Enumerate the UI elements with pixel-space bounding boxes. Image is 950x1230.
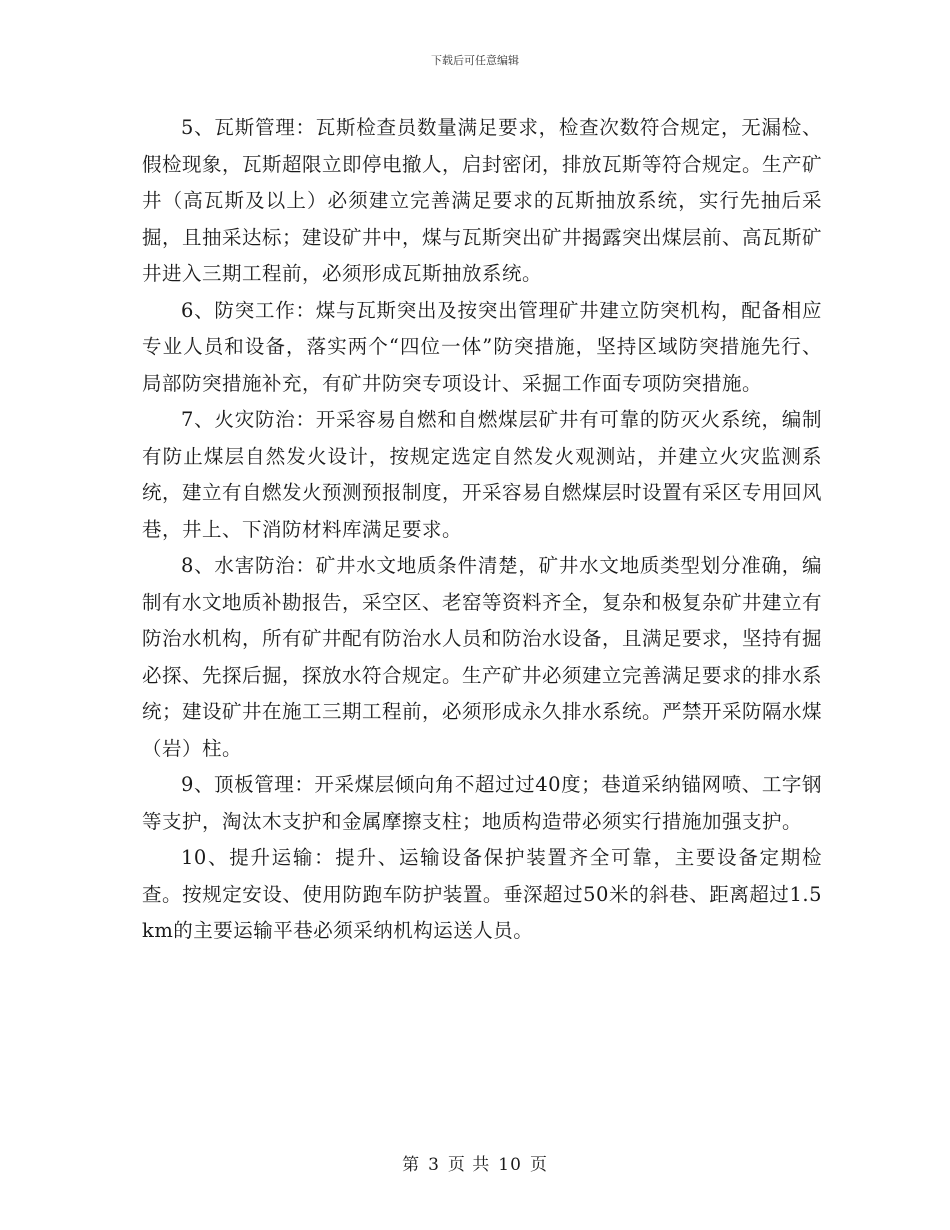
document-body xyxy=(142,110,822,950)
paragraph-fire-prevention: 7、火灾防治：开采容易自燃和自燃煤层矿井有可靠的防灭火系统，编制有防止煤层自然发火设计，按规定选定自然发火观测站，并建立火灾监测系统，建立有自燃发火预测预报制度，开采容易自燃煤层时设置有采区专用回风巷，井上、下消防材料库满足要求。 xyxy=(142,408,823,541)
current-page-number: 3 xyxy=(428,1155,440,1175)
paragraph-outburst-prevention: 6、防突工作：煤与瓦斯突出及按突出管理矿井建立防突机构，配备相应专业人员和设备，落实两个“四位一体”防突措施，坚持区域防突措施先行、局部防突措施补充，有矿井防突专项设计、采掘工作面专项防突措施。 xyxy=(142,298,822,395)
paragraph-roof-management: 9、顶板管理：开采煤层倾向角不超过过40度；巷道采纳锚网喷、工字钢等支护，淘汰木支护和金属摩擦支柱；地质构造带必须实行措施加强支护。 xyxy=(142,773,822,833)
page-footer xyxy=(0,1150,950,1175)
page-header: 下载后可任意编辑 xyxy=(431,54,519,67)
paragraph-hoisting-transport: 10、提升运输：提升、运输设备保护装置齐全可靠，主要设备定期检查。按规定安设、使用防跑车防护装置。垂深超过50米的斜巷、距离超过1.5km的主要运输平巷必须采纳机构运送人员。 xyxy=(142,846,822,942)
paragraph-water-hazard: 8、水害防治：矿井水文地质条件清楚，矿井水文地质类型划分准确，编制有水文地质补勘报告，采空区、老窑等资料齐全，复杂和极复杂矿井建立有防治水机构，所有矿井配有防治水人员和防治水设备，且满足要求，坚持有掘必探、先探后掘，探放水符合规定。生产矿井必须建立完善满足要求的排水系统；建设矿井在施工三期工程前，必须形成永久排水系统。严禁开采防隔水煤（岩）柱。 xyxy=(142,554,823,760)
total-pages-number: 10 xyxy=(498,1155,522,1175)
page-label-mid: 页 共 xyxy=(447,1155,491,1175)
page-label-prefix: 第 xyxy=(402,1155,421,1175)
page-label-suffix: 页 xyxy=(529,1155,548,1175)
paragraph-gas-management: 5、瓦斯管理：瓦斯检查员数量满足要求，检查次数符合规定，无漏检、假检现象，瓦斯超限立即停电撤人，启封密闭，排放瓦斯等符合规定。生产矿井（高瓦斯及以上）必须建立完善满足要求的瓦斯抽放系统，实行先抽后采掘，且抽采达标；建设矿井中，煤与瓦斯突出矿井揭露突出煤层前、高瓦斯矿井进入三期工程前，必须形成瓦斯抽放系统。 xyxy=(142,116,823,285)
